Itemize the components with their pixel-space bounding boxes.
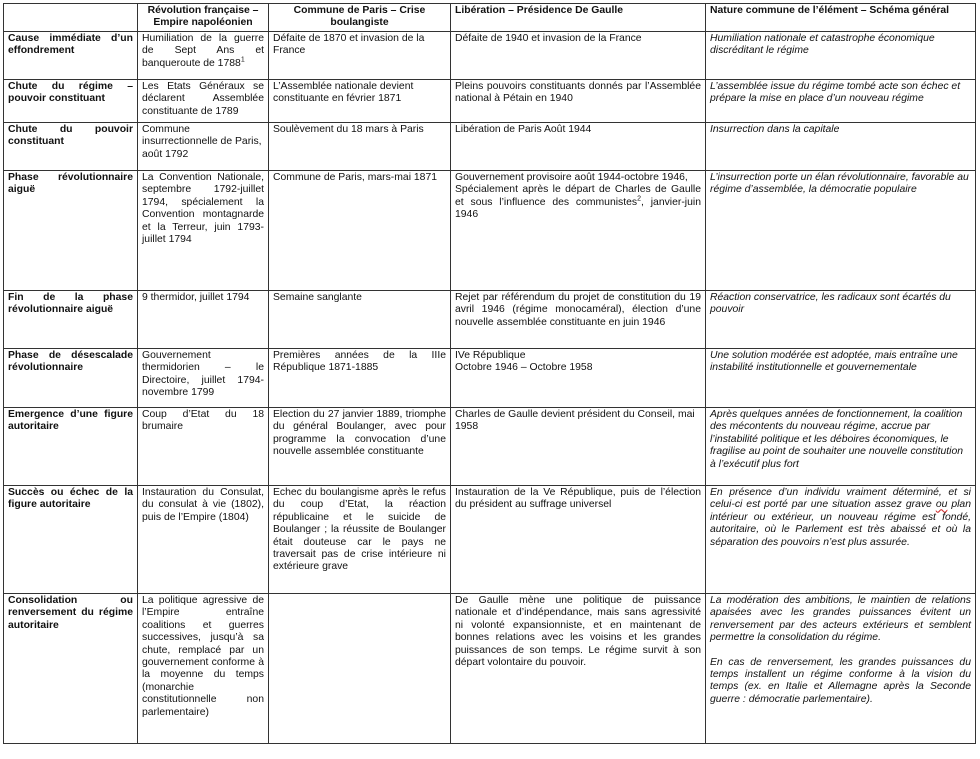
cell-liberation: Libération de Paris Août 1944 [451, 123, 706, 171]
table-row [4, 32, 976, 80]
cell-revolution [138, 32, 269, 80]
cell-revolution: La politique agressive de l’Empire entraîne coalitions et guerres successives, jusqu’à sa chute, remplacé par un gouvernement conforme à la moyenne du temps (monarchie constitutionnelle non parlementaire) [138, 594, 269, 744]
spellcheck-word: ou [935, 499, 948, 511]
header-liberation: Libération – Présidence De Gaulle [451, 4, 706, 32]
row-label: Chute du pouvoir constituant [4, 123, 138, 171]
table-row [4, 408, 976, 486]
table-row [4, 349, 976, 408]
cell-text: La modération des ambitions, le maintien de relations apaisées avec les grandes puissances évitent un renversement par des acteurs extérieurs et semblent permettre la consolidation du régime. [710, 595, 971, 644]
cell-nature: L’insurrection porte un élan révolutionnaire, favorable au régime d’assemblée, la démocratie populaire [706, 171, 976, 291]
cell-liberation: Défaite de 1940 et invasion de la France [451, 32, 706, 80]
cell-text: IVe République [455, 350, 526, 361]
row-label: Cause immédiate d’un effondrement [4, 32, 138, 80]
cell-text: Humiliation de la guerre de Sept Ans et banqueroute de 1788 [142, 33, 264, 69]
cell-nature: Réaction conservatrice, les radicaux sont écartés du pouvoir [706, 291, 976, 349]
row-label: Phase de désescalade révolutionnaire [4, 349, 138, 408]
header-row [4, 4, 976, 32]
cell-revolution: 9 thermidor, juillet 1794 [138, 291, 269, 349]
row-label: Consolidation ou renversement du régime autoritaire [4, 594, 138, 744]
cell-text: Gouvernement provisoire août 1944-octobre 1946, [455, 172, 688, 183]
row-label: Chute du régime – pouvoir constituant [4, 80, 138, 123]
cell-revolution: Commune insurrectionnelle de Paris, août 1792 [138, 123, 269, 171]
cell-text: Octobre 1946 – Octobre 1958 [455, 362, 593, 374]
cell-commune: Election du 27 janvier 1889, triomphe du général Boulanger, avec pour programme la convocation d’une nouvelle assemblée constituante [269, 408, 451, 486]
row-label: Succès ou échec de la figure autoritaire [4, 486, 138, 594]
cell-liberation: Charles de Gaulle devient président du Conseil, mai 1958 [451, 408, 706, 486]
paragraph-gap [710, 645, 971, 657]
cell-liberation: Pleins pouvoirs constituants donnés par l’Assemblée national à Pétain en 1940 [451, 80, 706, 123]
cell-text: plan intérieur ou extérieur, un nouveau régime est fondé, autoritaire, où le Parlement est très abaissé et où la séparation des pouvoirs n’est plus assurée. [710, 499, 971, 548]
cell-commune: L’Assemblée nationale devient constituante en février 1871 [269, 80, 451, 123]
comparison-table [3, 3, 976, 744]
cell-liberation: Instauration de la Ve République, puis de l’élection du président au suffrage universel [451, 486, 706, 594]
cell-commune: Echec du boulangisme après le refus du coup d’Etat, la réaction républicaine et le suicide de Boulanger ; la réussite de Boulanger était douteuse car le pays ne traversait pas de crise intérieure ni extérieure grave [269, 486, 451, 594]
table-row [4, 80, 976, 123]
cell-revolution: Gouvernement thermidorien – le Directoire, juillet 1794-novembre 1799 [138, 349, 269, 408]
row-label: Emergence d’une figure autoritaire [4, 408, 138, 486]
cell-commune: Défaite de 1870 et invasion de la France [269, 32, 451, 80]
table-row [4, 594, 976, 744]
table-row [4, 486, 976, 594]
header-nature: Nature commune de l’élément – Schéma général [706, 4, 976, 32]
cell-commune: Commune de Paris, mars-mai 1871 [269, 171, 451, 291]
header-commune: Commune de Paris – Crise boulangiste [269, 4, 451, 32]
cell-commune: Semaine sanglante [269, 291, 451, 349]
cell-liberation [451, 349, 706, 408]
footnote-ref: 1 [240, 56, 245, 64]
cell-revolution: Coup d’Etat du 18 brumaire [138, 408, 269, 486]
footnote-ref: 2 [637, 195, 642, 203]
cell-commune [269, 594, 451, 744]
cell-liberation [451, 171, 706, 291]
table-row [4, 123, 976, 171]
cell-nature: Humiliation nationale et catastrophe économique discréditant le régime [706, 32, 976, 80]
row-label: Fin de la phase révolutionnaire aiguë [4, 291, 138, 349]
cell-liberation: Rejet par référendum du projet de constitution du 19 avril 1946 (régime monocaméral), élection d’une nouvelle assemblée constituante en juin 1946 [451, 291, 706, 349]
cell-nature [706, 486, 976, 594]
cell-revolution: La Convention Nationale, septembre 1792-juillet 1794, spécialement la Convention montagnarde et la Terreur, juin 1793-juillet 1794 [138, 171, 269, 291]
cell-text: Spécialement après le départ de Charles de Gaulle et sous l’influence des communistes [455, 184, 701, 208]
cell-revolution: Les Etats Généraux se déclarent Assemblée constituante de 1789 [138, 80, 269, 123]
cell-text: En cas de renversement, les grandes puissances du temps installent un régime conforme à la vision du temps (ex. en Italie et Allemagne après la Seconde guerre : démocratie parlementaire). [710, 656, 971, 705]
cell-revolution: Instauration du Consulat, du consulat à vie (1802), puis de l’Empire (1804) [138, 486, 269, 594]
cell-nature: Une solution modérée est adoptée, mais entraîne une instabilité institutionnelle et gouvernementale [706, 349, 976, 408]
cell-text: En présence d’un individu vraiment déterminé, et si celui-ci est porté par une situation assez grave [710, 487, 971, 511]
cell-nature: Après quelques années de fonctionnement, la coalition des mécontents du nouveau régime, accrue par l’instabilité politique et les déboires économiques, le fragilise au point de souhaiter une nouvelle constitution à l’exécutif plus fort [706, 408, 976, 486]
cell-commune: Soulèvement du 18 mars à Paris [269, 123, 451, 171]
header-empty [4, 4, 138, 32]
cell-nature: L’assemblée issue du régime tombé acte son échec et prépare la mise en place d’un nouveau régime [706, 80, 976, 123]
table-row [4, 291, 976, 349]
table-row [4, 171, 976, 291]
cell-text: , janvier-juin 1946 [455, 196, 701, 221]
header-revolution: Révolution française – Empire napoléonien [138, 4, 269, 32]
cell-nature [706, 594, 976, 744]
row-label: Phase révolutionnaire aiguë [4, 171, 138, 291]
cell-liberation: De Gaulle mène une politique de puissance nationale et d’indépendance, mais sans agressivité ni volonté expansionniste, et en maintenant de bonnes relations avec les voisins et les grandes puissances de son temps. Le régime survit à son départ volontaire du pouvoir. [451, 594, 706, 744]
cell-nature: Insurrection dans la capitale [706, 123, 976, 171]
cell-commune: Premières années de la IIIe République 1871-1885 [269, 349, 451, 408]
